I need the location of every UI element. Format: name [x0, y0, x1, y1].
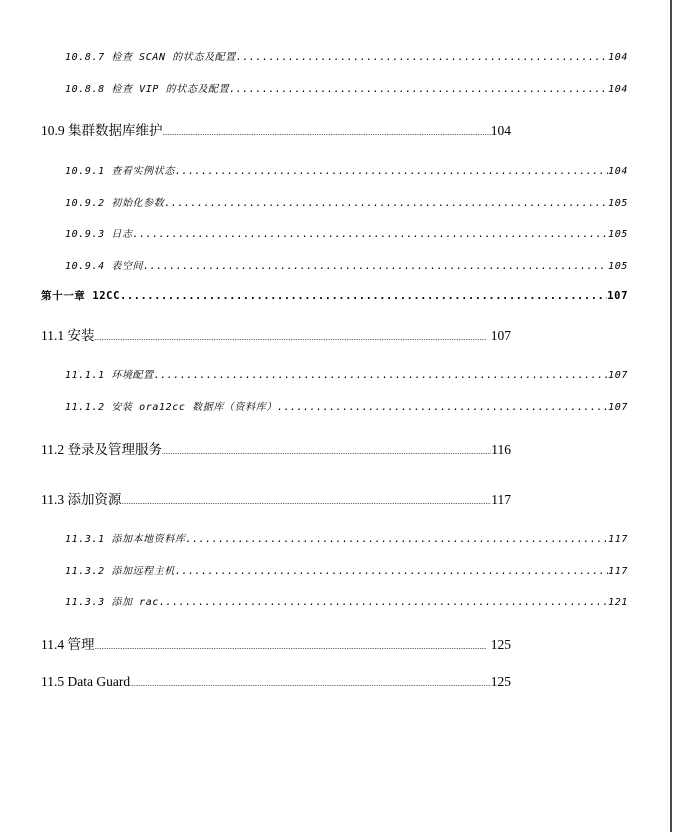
toc-page-number: 107	[608, 402, 628, 412]
toc-entry-label: 10.8.7 检查 SCAN 的状态及配置	[65, 52, 236, 62]
dot-leader	[163, 123, 491, 137]
dot-leader	[154, 370, 608, 380]
dot-leader	[175, 166, 608, 176]
dot-leader	[159, 597, 608, 607]
toc-entry-11-4[interactable]	[41, 633, 511, 651]
toc-page-number: 105	[608, 198, 628, 208]
toc-page-number: 105	[608, 261, 628, 271]
toc-entry-10-9-3[interactable]	[65, 225, 628, 239]
toc-entry-10-9-1[interactable]	[65, 162, 628, 176]
dot-leader	[130, 674, 491, 690]
toc-entry-11-3-1[interactable]	[65, 530, 628, 544]
toc-entry-label: 11.5 Data Guard	[41, 674, 131, 689]
dot-leader	[229, 84, 608, 94]
toc-entry-11-3-2[interactable]	[65, 562, 628, 576]
dot-leader	[120, 290, 607, 302]
toc-entry-10-8-7[interactable]	[65, 48, 628, 62]
toc-page-number: 104	[490, 123, 511, 137]
toc-entry-chapter-11[interactable]	[41, 288, 628, 302]
dot-leader	[143, 261, 608, 271]
toc-page-number: 107	[490, 328, 511, 342]
toc-entry-label: 11.3.1 添加本地资料库	[65, 534, 186, 544]
toc-entry-10-9-2[interactable]	[65, 194, 628, 208]
toc-page-number: 125	[490, 637, 511, 651]
toc-page-number: 104	[608, 166, 628, 176]
dot-leader	[164, 198, 608, 208]
toc-page-number: 117	[491, 492, 511, 506]
dot-leader	[133, 229, 609, 239]
toc-entry-11-1[interactable]	[41, 324, 511, 342]
dot-leader	[95, 637, 491, 651]
toc-page-number: 105	[608, 229, 628, 239]
toc-entry-11-2[interactable]	[41, 438, 511, 456]
dot-leader	[162, 442, 491, 456]
toc-page-number: 121	[608, 597, 628, 607]
toc-page-number: 116	[491, 442, 511, 456]
toc-entry-label: 10.9.4 表空间	[65, 261, 144, 271]
dot-leader	[95, 328, 491, 342]
toc-entry-label: 10.9 集群数据库维护	[41, 123, 163, 137]
toc-entry-11-1-1[interactable]	[65, 366, 628, 380]
toc-entry-label: 11.3.3 添加 rac	[65, 597, 160, 607]
toc-page-number: 107	[607, 290, 628, 302]
toc-page-number: 117	[608, 534, 628, 544]
toc-entry-10-9-4[interactable]	[65, 257, 628, 271]
dot-leader	[175, 566, 608, 576]
toc-page-number: 104	[608, 84, 628, 94]
toc-entry-label: 11.1.2 安装 ora12cc 数据库（资料库）	[65, 402, 277, 412]
toc-entry-label: 10.9.3 日志	[65, 229, 133, 239]
toc-page-number: 125	[490, 674, 511, 689]
toc-page-number: 107	[608, 370, 628, 380]
dot-leader	[186, 534, 609, 544]
toc-entry-label: 10.9.2 初始化参数	[65, 198, 165, 208]
toc-entry-10-8-8[interactable]	[65, 80, 628, 94]
toc-entry-label: 11.1.1 环境配置	[65, 370, 154, 380]
toc-entry-11-5[interactable]	[41, 674, 511, 692]
toc-entry-label: 10.8.8 检查 VIP 的状态及配置	[65, 84, 230, 94]
dot-leader	[277, 402, 608, 412]
dot-leader	[236, 52, 608, 62]
toc-entry-label: 11.4 管理	[41, 637, 95, 651]
toc-entry-label: 第十一章 12CC	[41, 290, 121, 302]
toc-page-number: 117	[608, 566, 628, 576]
toc-entry-11-1-2[interactable]	[65, 398, 628, 412]
toc-entry-label: 10.9.1 查看实例状态	[65, 166, 175, 176]
toc-entry-label: 11.3.2 添加远程主机	[65, 566, 175, 576]
toc-page-number: 104	[608, 52, 628, 62]
toc-entry-10-9[interactable]	[41, 119, 511, 137]
toc-entry-label: 11.2 登录及管理服务	[41, 442, 162, 456]
toc-entry-label: 11.1 安装	[41, 328, 95, 342]
toc-entry-11-3-3[interactable]	[65, 593, 628, 607]
dot-leader	[122, 492, 492, 506]
toc-entry-label: 11.3 添加资源	[41, 492, 122, 506]
toc-entry-11-3[interactable]	[41, 488, 511, 506]
